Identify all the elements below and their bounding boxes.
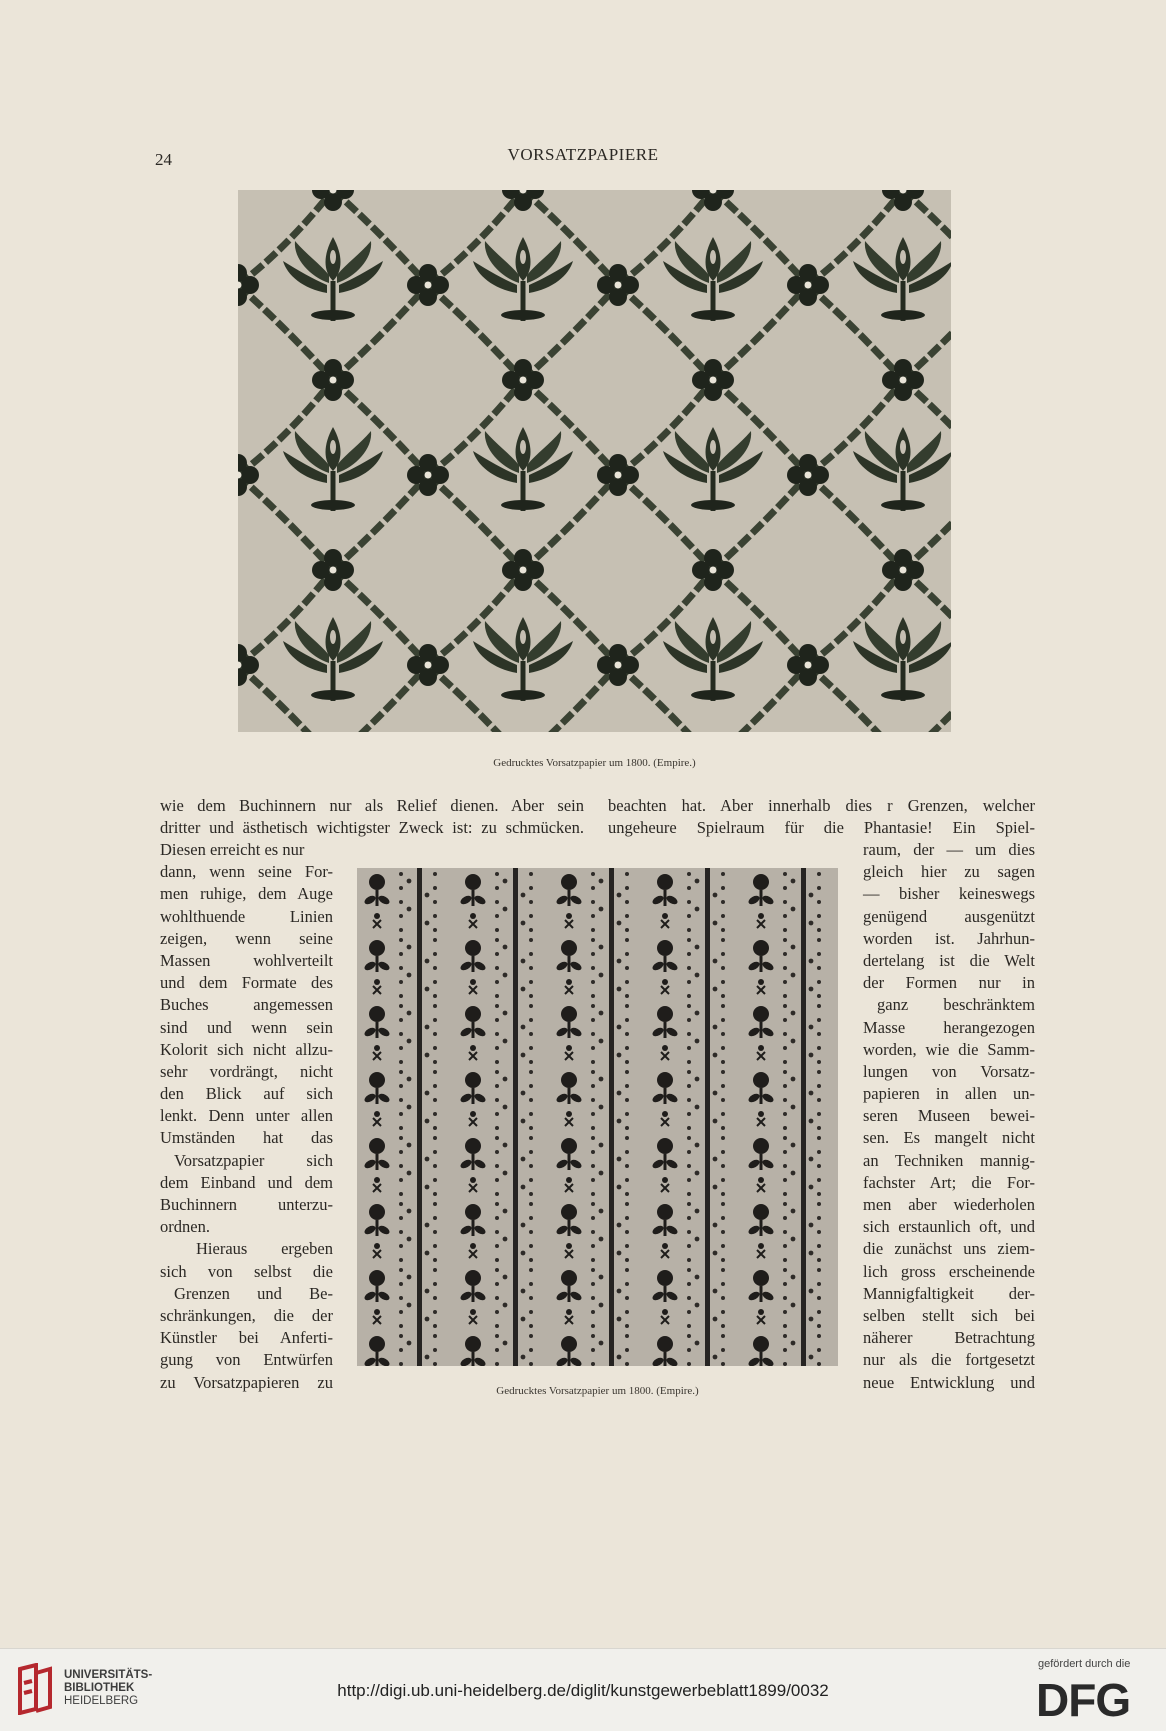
- text-line: Kolorit sich nicht allzu-: [160, 1039, 333, 1059]
- text-line: sich erstaunlich oft, und: [863, 1217, 1035, 1237]
- text-line: sehr vordrängt, nicht: [160, 1061, 333, 1081]
- text-line: lungen von Vorsatz-: [863, 1061, 1035, 1081]
- figure-1-caption: Gedrucktes Vorsatzpapier um 1800. (Empire.): [493, 757, 696, 769]
- figure-1-image: [238, 190, 951, 732]
- text-line: beachten hat. Aber innerhalb dies r Grenzen, welcher: [608, 796, 1035, 815]
- text-line: schränkungen, die der: [160, 1305, 333, 1325]
- text-line: lenkt. Denn unter allen: [160, 1106, 333, 1126]
- text-line: seren Museen bewei-: [863, 1106, 1035, 1126]
- text-line: die zunächst uns ziem-: [863, 1239, 1035, 1259]
- text-line: ungeheure Spielraum für die Phantasie! Ein Spiel-: [608, 818, 1035, 838]
- library-name-line: HEIDELBERG: [64, 1695, 139, 1707]
- library-name-line: BIBLIOTHEK: [64, 1682, 135, 1694]
- figure-2-image: [357, 868, 838, 1366]
- text-line: Masse herangezogen: [863, 1017, 1035, 1037]
- text-line: dertelang ist die Welt: [863, 950, 1035, 970]
- text-line: Grenzen und Be-: [174, 1283, 333, 1303]
- permalink-url[interactable]: http://digi.ub.uni-heidelberg.de/diglit/kunstgewerbeblatt1899/0032: [337, 1681, 829, 1700]
- text-line: ganz beschränktem: [877, 995, 1035, 1015]
- text-line: Massen wohlverteilt: [160, 950, 333, 970]
- text-line: Umständen hat das: [160, 1128, 333, 1148]
- text-right-full-width: [608, 795, 1035, 839]
- text-line: men ruhige, dem Auge: [160, 884, 333, 904]
- text-line: sich von selbst die: [160, 1261, 333, 1281]
- page-number: 24: [155, 150, 172, 169]
- text-line: näherer Betrachtung: [863, 1328, 1035, 1348]
- text-line: ordnen.: [160, 1217, 210, 1237]
- figure-1-lattice-pattern: [238, 190, 951, 732]
- text-line: gung von Entwürfen: [160, 1350, 333, 1370]
- text-line: Mannigfaltigkeit der-: [863, 1283, 1035, 1303]
- text-line: Diesen erreicht es nur: [160, 840, 305, 859]
- text-line: raum, der — um dies: [863, 840, 1035, 859]
- text-line: wohlthuende Linien: [160, 906, 333, 926]
- text-line: Hieraus ergeben: [196, 1239, 333, 1259]
- text-line: dem Einband und dem: [160, 1172, 333, 1192]
- text-line: — bisher keineswegs: [863, 884, 1035, 904]
- text-line: Buches angemessen: [160, 995, 333, 1015]
- text-line: papieren in allen un-: [863, 1084, 1035, 1104]
- text-line: sen. Es mangelt nicht: [863, 1128, 1035, 1148]
- text-line: zeigen, wenn seine: [160, 928, 333, 948]
- figure-2-striped-pattern: [357, 868, 838, 1366]
- text-line: Vorsatzpapier sich: [174, 1150, 333, 1170]
- figure-2-caption: Gedrucktes Vorsatzpapier um 1800. (Empire.): [496, 1385, 699, 1397]
- text-line: gleich hier zu sagen: [863, 862, 1035, 882]
- text-line: an Techniken mannig-: [863, 1150, 1035, 1170]
- text-line: lich gross erscheinende: [863, 1261, 1035, 1281]
- text-line: zu Vorsatzpapieren zu: [160, 1372, 333, 1392]
- running-title: VORSATZPAPIERE: [507, 145, 659, 164]
- text-line: Künstler bei Anferti-: [160, 1328, 333, 1348]
- text-right-narrow-column: [863, 839, 1035, 1394]
- text-line: sind und wenn sein: [160, 1017, 333, 1037]
- text-line: worden, wie die Samm-: [863, 1039, 1035, 1059]
- library-name-line: UNIVERSITÄTS-: [64, 1669, 153, 1681]
- text-line: genügend ausgenützt: [863, 906, 1035, 926]
- text-line: neue Entwicklung und: [863, 1372, 1035, 1392]
- text-line: der Formen nur in: [863, 973, 1035, 993]
- text-line: dritter und ästhetisch wichtigster Zweck ist: zu schmücken.: [160, 818, 584, 838]
- text-line: nur als die fortgesetzt: [863, 1350, 1035, 1370]
- digitization-footer: [0, 1648, 1166, 1731]
- text-left-narrow-column: [160, 839, 333, 1394]
- text-line: selben stellt sich bei: [863, 1305, 1035, 1325]
- text-line: den Blick auf sich: [160, 1084, 333, 1104]
- text-line: dann, wenn seine For-: [160, 862, 333, 882]
- text-line: wie dem Buchinnern nur als Relief dienen. Aber sein: [160, 796, 584, 815]
- text-line: Buchinnern unterzu-: [160, 1195, 333, 1214]
- dfg-logo: DFG: [1036, 1674, 1131, 1726]
- text-left-full-width: [160, 795, 584, 839]
- text-line: men aber wiederholen: [863, 1195, 1035, 1214]
- sponsor-text: gefördert durch die: [1038, 1658, 1131, 1670]
- text-line: und dem Formate des: [160, 973, 333, 993]
- text-line: worden ist. Jahrhun-: [863, 928, 1035, 948]
- text-line: fachster Art; die For-: [863, 1172, 1035, 1192]
